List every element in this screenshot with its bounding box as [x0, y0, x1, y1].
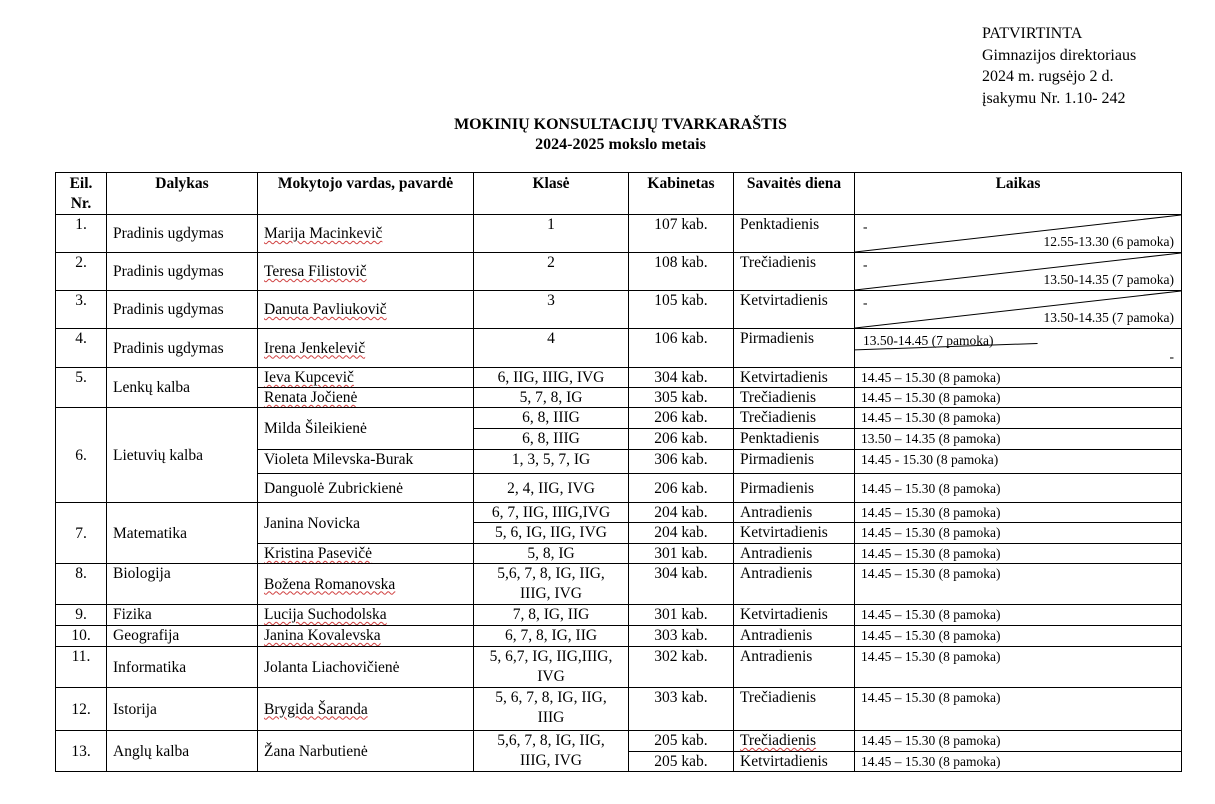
time-cell: 14.45 – 15.30 (8 pamoka) [855, 688, 1182, 731]
table-row [56, 291, 1182, 329]
teacher-cell [258, 544, 474, 564]
day-cell: Ketvirtadienis [734, 605, 855, 626]
teacher-cell [258, 503, 474, 544]
row-nr: 13. [56, 731, 107, 772]
subject-cell: Informatika [107, 647, 258, 688]
teacher-cell [258, 329, 474, 368]
room-cell: 206 kab. [629, 474, 734, 503]
day-text: Trečiadienis [740, 732, 817, 749]
room-cell: 305 kab. [629, 388, 734, 408]
day-cell: Pirmadienis [734, 329, 855, 368]
subject-cell: Matematika [107, 503, 258, 564]
day-cell: Penktadienis [734, 215, 855, 253]
row-nr: 9. [56, 605, 107, 626]
teacher-cell [258, 626, 474, 647]
day-cell: Antradienis [734, 626, 855, 647]
time-cell: 14.45 – 15.30 (8 pamoka) [855, 474, 1182, 503]
header-room: Kabinetas [629, 173, 734, 215]
teacher-cell [258, 474, 474, 503]
room-cell: 206 kab. [629, 408, 734, 429]
subject-cell: Anglų kalba [107, 731, 258, 772]
row-nr: 10. [56, 626, 107, 647]
time-cell-split [855, 291, 1182, 329]
header-time: Laikas [855, 173, 1182, 215]
table-row [56, 626, 1182, 647]
table-row [56, 253, 1182, 291]
teacher-cell [258, 731, 474, 772]
teacher-cell [258, 408, 474, 450]
time-cell-split [855, 215, 1182, 253]
time-top: - [863, 295, 868, 310]
subject-cell: Pradinis ugdymas [107, 215, 258, 253]
time-top: 13.50-14.45 (7 pamoka) [863, 333, 994, 348]
table-row [56, 688, 1182, 731]
subject-cell: Fizika [107, 605, 258, 626]
class-cell: 5,6, 7, 8, IG, IIG, IIIG, IVG [474, 731, 629, 772]
day-cell: Trečiadienis [734, 688, 855, 731]
subject-cell: Biologija [107, 564, 258, 605]
time-cell: 13.50 – 14.35 (8 pamoka) [855, 429, 1182, 450]
title-sub: 2024-2025 mokslo metais [535, 136, 706, 153]
approval-line: įsakymu Nr. 1.10- 242 [982, 89, 1126, 107]
row-nr: 4. [56, 329, 107, 368]
teacher-cell [258, 368, 474, 388]
class-cell: 5, 8, IG [474, 544, 629, 564]
teacher-name: Janina Novicka [264, 514, 360, 532]
time-cell: 14.45 – 15.30 (8 pamoka) [855, 408, 1182, 429]
teacher-name: Danguolė Zubrickienė [264, 479, 404, 497]
day-cell: Penktadienis [734, 429, 855, 450]
subject-cell: Lietuvių kalba [107, 408, 258, 503]
teacher-cell [258, 388, 474, 408]
table-row [56, 605, 1182, 626]
class-cell: 5, 6,7, IG, IIG,IIIG, IVG [474, 647, 629, 688]
time-cell: 14.45 – 15.30 (8 pamoka) [855, 751, 1182, 772]
time-bottom: 13.50-14.35 (7 pamoka) [1043, 310, 1174, 325]
time-cell: 14.45 – 15.30 (8 pamoka) [855, 544, 1182, 564]
time-top: - [863, 257, 868, 272]
class-cell: 4 [474, 329, 629, 368]
teacher-name: Violeta Milevska-Burak [264, 451, 414, 468]
teacher-name: Jolanta Liachovičienė [264, 658, 400, 676]
table-row [56, 503, 1182, 523]
time-cell-split [855, 253, 1182, 291]
header-row [56, 173, 1182, 215]
teacher-name: Danuta Pavliukovič [264, 301, 387, 318]
room-cell: 204 kab. [629, 523, 734, 544]
time-cell: 14.45 – 15.30 (8 pamoka) [855, 503, 1182, 523]
subject-cell: Pradinis ugdymas [107, 253, 258, 291]
row-nr: 7. [56, 503, 107, 564]
room-cell: 204 kab. [629, 503, 734, 523]
room-cell: 304 kab. [629, 368, 734, 388]
class-cell: 3 [474, 291, 629, 329]
teacher-name: Kristina Pasevičė [264, 545, 373, 562]
time-cell: 14.45 – 15.30 (8 pamoka) [855, 731, 1182, 752]
row-nr: 6. [56, 408, 107, 503]
teacher-name: Janina Kovalevska [264, 627, 381, 644]
time-bottom: - [1169, 349, 1174, 364]
teacher-cell [258, 605, 474, 626]
room-cell: 107 kab. [629, 215, 734, 253]
time-cell: 14.45 – 15.30 (8 pamoka) [855, 626, 1182, 647]
subject-cell: Lenkų kalba [107, 368, 258, 408]
table-row [56, 215, 1182, 253]
day-cell: Ketvirtadienis [734, 368, 855, 388]
header-nr: Eil. Nr. [56, 173, 107, 215]
teacher-name: Milda Šileikienė [264, 420, 367, 437]
time-cell: 14.45 – 15.30 (8 pamoka) [855, 605, 1182, 626]
class-cell: 6, 7, IIG, IIIG,IVG [474, 503, 629, 523]
time-cell-split [855, 329, 1182, 368]
time-cell: 14.45 – 15.30 (8 pamoka) [855, 388, 1182, 408]
teacher-name: Lucija Suchodolska [264, 606, 387, 623]
day-cell: Trečiadienis [734, 388, 855, 408]
row-nr: 12. [56, 688, 107, 731]
time-top: - [863, 219, 868, 234]
day-cell: Pirmadienis [734, 474, 855, 503]
teacher-name: Irena Jenkelevič [264, 339, 366, 357]
time-bottom: 13.50-14.35 (7 pamoka) [1043, 272, 1174, 287]
class-cell: 6, 8, IIIG [474, 429, 629, 450]
room-cell: 205 kab. [629, 731, 734, 752]
time-cell: 14.45 - 15.30 (8 pamoka) [855, 450, 1182, 474]
class-cell: 2, 4, IIG, IVG [474, 474, 629, 503]
class-cell: 2 [474, 253, 629, 291]
day-cell [734, 731, 855, 752]
row-nr: 1. [56, 215, 107, 253]
room-cell: 206 kab. [629, 429, 734, 450]
day-cell: Ketvirtadienis [734, 751, 855, 772]
header-teacher: Mokytojo vardas, pavardė [258, 173, 474, 215]
time-cell: 14.45 – 15.30 (8 pamoka) [855, 368, 1182, 388]
table-row [56, 368, 1182, 388]
day-cell: Trečiadienis [734, 253, 855, 291]
table-row [56, 731, 1182, 752]
document-title [0, 115, 1215, 155]
class-cell: 1, 3, 5, 7, IG [474, 450, 629, 474]
time-bottom: 12.55-13.30 (6 pamoka) [1043, 234, 1174, 249]
teacher-cell [258, 291, 474, 329]
teacher-cell [258, 215, 474, 253]
day-cell: Antradienis [734, 503, 855, 523]
row-nr: 3. [56, 291, 107, 329]
class-cell: 6, 7, 8, IG, IIG [474, 626, 629, 647]
subject-cell: Istorija [107, 688, 258, 731]
room-cell: 301 kab. [629, 544, 734, 564]
table-row [56, 329, 1182, 368]
approval-line: 2024 m. rugsėjo 2 d. [982, 68, 1114, 85]
day-cell: Antradienis [734, 544, 855, 564]
teacher-cell [258, 564, 474, 605]
time-cell: 14.45 – 15.30 (8 pamoka) [855, 647, 1182, 688]
table-row [56, 408, 1182, 429]
class-cell: 5, 6, 7, 8, IG, IIG, IIIG [474, 688, 629, 731]
row-nr: 8. [56, 564, 107, 605]
subject-cell: Geografija [107, 626, 258, 647]
teacher-name: Brygida Šaranda [264, 700, 368, 718]
room-cell: 105 kab. [629, 291, 734, 329]
schedule-table [55, 172, 1182, 772]
row-nr: 2. [56, 253, 107, 291]
teacher-name: Ieva Kupcevič [264, 369, 354, 386]
class-cell: 1 [474, 215, 629, 253]
class-cell: 5,6, 7, 8, IG, IIG, IIIG, IVG [474, 564, 629, 605]
approval-block [982, 23, 1136, 109]
approval-line: PATVIRTINTA [982, 25, 1083, 42]
table-row [56, 564, 1182, 605]
teacher-name: Teresa Filistovič [264, 263, 367, 280]
time-cell: 14.45 – 15.30 (8 pamoka) [855, 523, 1182, 544]
class-cell: 5, 6, IG, IIG, IVG [474, 523, 629, 544]
header-day: Savaitės diena [734, 173, 855, 215]
room-cell: 301 kab. [629, 605, 734, 626]
day-cell: Pirmadienis [734, 450, 855, 474]
teacher-name: Renata Jočienė [264, 389, 358, 406]
teacher-cell [258, 253, 474, 291]
day-cell: Antradienis [734, 564, 855, 605]
approval-line: Gimnazijos direktoriaus [982, 46, 1137, 64]
room-cell: 303 kab. [629, 688, 734, 731]
day-cell: Ketvirtadienis [734, 291, 855, 329]
row-nr: 5. [56, 368, 107, 408]
row-nr: 11. [56, 647, 107, 688]
teacher-cell [258, 688, 474, 731]
teacher-cell [258, 450, 474, 474]
class-cell: 6, 8, IIIG [474, 408, 629, 429]
room-cell: 303 kab. [629, 626, 734, 647]
room-cell: 304 kab. [629, 564, 734, 605]
room-cell: 302 kab. [629, 647, 734, 688]
header-class: Klasė [474, 173, 629, 215]
subject-cell: Pradinis ugdymas [107, 291, 258, 329]
teacher-name: Marija Macinkevič [264, 225, 383, 242]
title-main: MOKINIŲ KONSULTACIJŲ TVARKARAŠTIS [454, 116, 787, 133]
table-row [56, 647, 1182, 688]
teacher-name: Božena Romanovska [264, 575, 396, 593]
room-cell: 306 kab. [629, 450, 734, 474]
class-cell: 6, IIG, IIIG, IVG [474, 368, 629, 388]
teacher-name: Žana Narbutienė [264, 742, 368, 760]
class-cell: 5, 7, 8, IG [474, 388, 629, 408]
teacher-cell [258, 647, 474, 688]
time-cell: 14.45 – 15.30 (8 pamoka) [855, 564, 1182, 605]
day-cell: Antradienis [734, 647, 855, 688]
day-cell: Trečiadienis [734, 408, 855, 429]
room-cell: 205 kab. [629, 751, 734, 772]
room-cell: 108 kab. [629, 253, 734, 291]
header-subject: Dalykas [107, 173, 258, 215]
room-cell: 106 kab. [629, 329, 734, 368]
day-cell: Ketvirtadienis [734, 523, 855, 544]
subject-cell: Pradinis ugdymas [107, 329, 258, 368]
class-cell: 7, 8, IG, IIG [474, 605, 629, 626]
